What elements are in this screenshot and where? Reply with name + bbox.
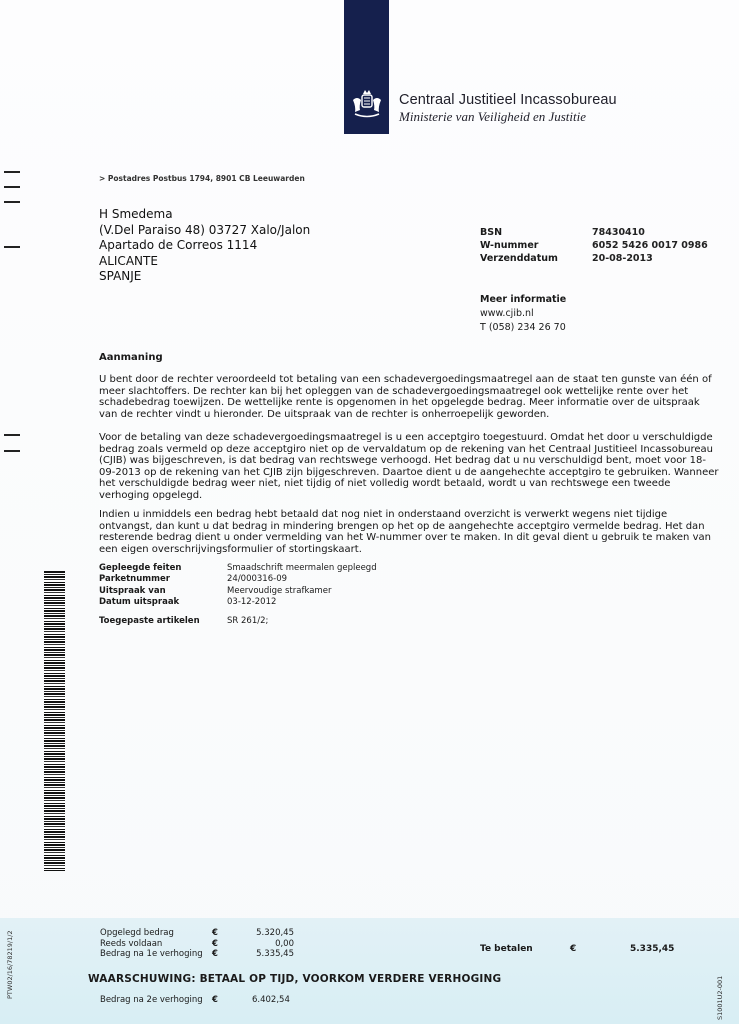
fact-label: Gepleegde feiten [99,563,182,573]
amount-due-value: 5.335,45 [630,944,675,954]
reference-block [480,226,708,265]
meta-label: Verzenddatum [480,253,558,264]
amount-label: Bedrag na 2e verhoging [100,995,203,1005]
coat-of-arms-icon [349,86,385,122]
org-block [399,92,617,125]
meta-row-verzenddatum [480,252,708,265]
recipient-address [99,207,310,285]
amount-value: 0,00 [275,938,294,949]
amount-due [480,944,674,954]
fact-row [99,574,377,585]
website-link[interactable]: www.cjib.nl [480,308,534,319]
amount-due-label: Te betalen [480,944,533,954]
slip-code-left: PTW02/16/78219/1/2 [6,930,14,999]
warning-text: WAARSCHUWING: BETAAL OP TIJD, VOORKOM VERDERE VERHOGING [88,973,502,985]
amount-summary [100,928,294,960]
second-increase-row [100,995,294,1005]
recipient-line: Apartado de Correos 1114 [99,238,258,252]
fact-value: 24/000316-09 [227,574,288,585]
recipient-line: SPANJE [99,269,142,283]
recipient-line: (V.Del Paraiso 48) 03727 Xalo/Jalon [99,222,311,237]
amount-value: 6.402,54 [252,995,290,1005]
amount-label: Reeds voldaan [100,938,163,949]
meta-label: W-nummer [480,240,539,251]
barcode [44,571,65,871]
fact-row [99,616,377,627]
fact-label: Datum uitspraak [99,596,180,607]
letter-heading: Aanmaning [99,352,163,363]
fact-row [99,563,377,574]
meta-value: 78430410 [592,227,645,238]
meta-value: 20-08-2013 [592,253,653,264]
meta-value: 6052 5426 0017 0986 [592,240,708,251]
currency-symbol: € [212,949,218,959]
currency-symbol: € [212,938,218,949]
fact-value: 03-12-2012 [227,596,277,607]
currency-symbol: € [212,995,218,1005]
fact-row [99,586,377,597]
fold-mark [4,201,20,203]
letter-paragraph: U bent door de rechter veroordeeld tot betaling van een schadevergoedingsmaatregel aan de staat ten gunste van één of meer slachtoffers. De rechter kan bij het opleggen van de schadevergoedingsmaatregel ook wettelijke rente over het schadebedrag toewijzen. De wettelijke rente is opgenomen in het opgelegde bedrag. Meer informatie over de uitspraak van de rechter vindt u hieronder. De uitspraak van de rechter is onherroepelijk geworden. [99,374,712,420]
meta-label: BSN [480,227,503,238]
fact-value: SR 261/2; [227,616,269,627]
more-info-block [480,293,566,335]
letter-paragraph: Voor de betaling van deze schadevergoedingsmaatregel is u een acceptgiro toegestuurd. Omdat het door u verschuldigde bedrag zoals vermeld op deze acceptgiro niet op de vervaldatum op de rekening van het Centraal Justitieel Incassobureau (CJIB) was bijgeschreven, is dat bedrag van rechtswege verhoogd. Het bedrag dat u nu verschuldigd bent, moet voor 18-09-2013 op de rekening van het CJIB zijn bijgeschreven. Daartoe dient u de aangehechte acceptgiro te gebruiken. Wanneer het verschuldigde bedrag weer niet, niet tijdig of niet volledig wordt betaald, wordt u van rechtswege een tweede verhoging opgelegd. [99,432,719,501]
amount-label: Opgelegd bedrag [100,928,174,938]
amount-value: 5.335,45 [256,949,294,959]
slip-code-right: S1001U2-001 [716,975,724,1020]
amount-row [100,939,294,950]
fact-label: Toegepaste artikelen [99,616,200,627]
meta-row-w-nummer [480,239,708,252]
meta-row-bsn [480,226,708,239]
fact-value: Meervoudige strafkamer [227,585,332,596]
fold-mark [4,434,20,436]
fact-row [99,597,377,608]
currency-symbol: € [212,928,218,938]
currency-symbol: € [570,944,577,954]
amount-label: Bedrag na 1e verhoging [100,949,203,959]
recipient-line: ALICANTE [99,253,158,268]
fold-mark [4,450,20,452]
more-info-title: Meer informatie [480,294,567,305]
letter-paragraph: Indien u inmiddels een bedrag hebt betaald dat nog niet in onderstaand overzicht is verwerkt wegens niet tijdige ontvangst, dan kunt u dat bedrag in mindering brengen op het op de aangehechte acceptgiro vermelde bedrag. Het dan resterende bedrag dient u onder vermelding van het W-nummer over te maken. In dit geval dient u gebruik te maken van een eigen overschrijvingsformulier of stortingskaart. [99,509,711,555]
org-name: Centraal Justitieel Incassobureau [399,92,617,108]
amount-row [100,928,294,939]
ministry-name: Ministerie van Veiligheid en Justitie [399,109,587,124]
header-band [344,0,389,134]
return-address: > Postadres Postbus 1794, 8901 CB Leeuwarden [99,174,305,183]
amount-value: 5.320,45 [256,928,294,938]
fact-value: Smaadschrift meermalen gepleegd [227,563,377,573]
fold-mark [4,171,20,173]
fact-label: Parketnummer [99,574,170,585]
recipient-line: H Smedema [99,207,173,221]
amount-row [100,949,294,960]
phone-number: T (058) 234 26 70 [480,322,566,333]
fact-label: Uitspraak van [99,585,166,596]
fold-mark [4,186,20,188]
fold-mark [4,246,20,248]
case-facts [99,563,377,627]
